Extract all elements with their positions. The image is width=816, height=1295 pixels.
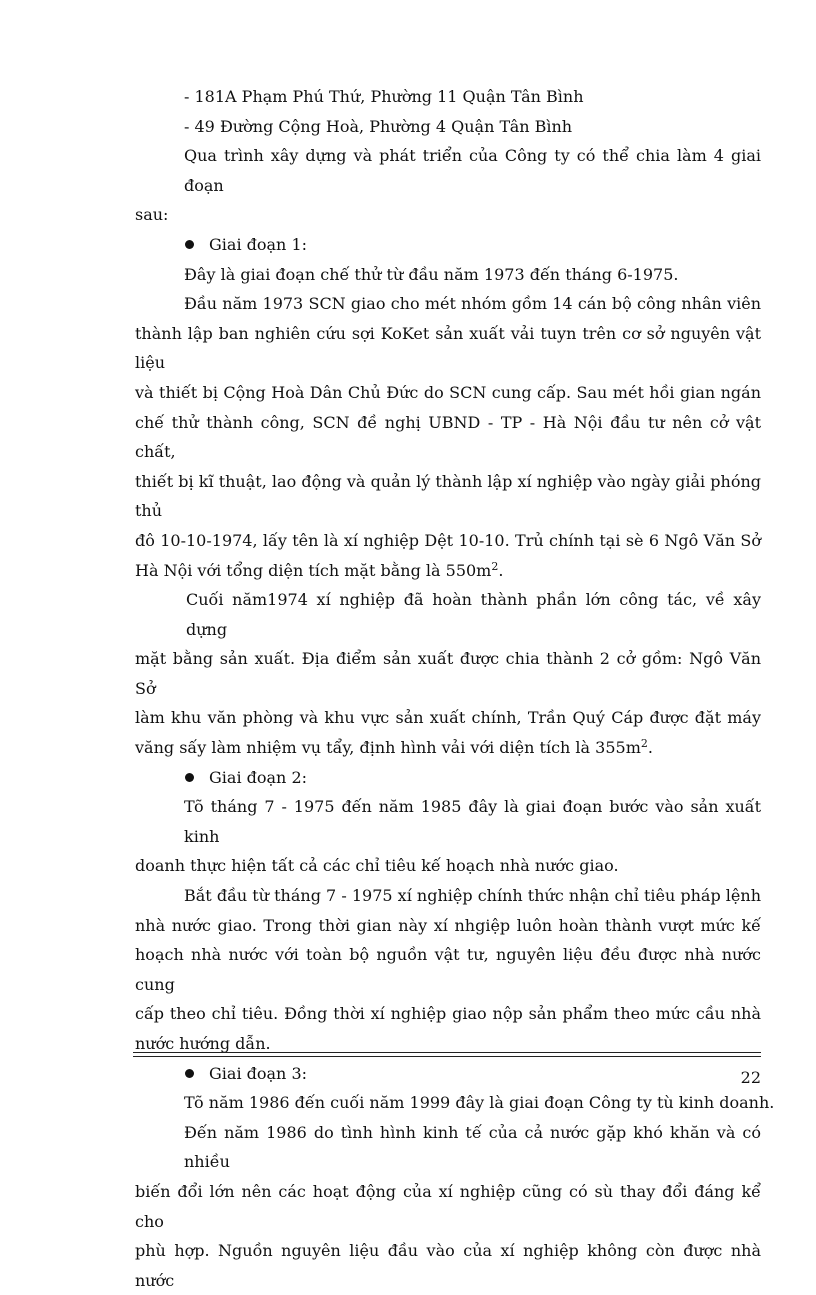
bullet-icon — [185, 773, 194, 782]
stage-2-heading-text: Giai đoạn 2: — [209, 767, 308, 787]
bullet-icon — [185, 240, 194, 249]
paragraph-end: . — [498, 560, 504, 580]
superscript: 2 — [491, 559, 499, 573]
paragraph-line: thành lập ban nghiên cứu sợi KoKet sản xuất vải tuyn trên cơ sở nguyên vật liệu — [135, 323, 761, 373]
bullet-icon — [185, 1069, 194, 1078]
paragraph-line: và thiết bị Cộng Hoà Dân Chủ Đức do SCN cung cấp. Sau mét hồi gian ngán — [135, 382, 761, 402]
stage-1-summary: Đây là giai đoạn chế thử từ đầu năm 1973 đến tháng 6-1975. — [184, 264, 679, 284]
paragraph-line: nhà nước giao. Trong thời gian này xí nhgiệp luôn hoàn thành vượt mức kế — [135, 915, 761, 935]
paragraph-line: Bắt đầu từ tháng 7 - 1975 xí nghiệp chính thức nhận chỉ tiêu pháp lệnh — [184, 886, 761, 906]
page-number: 22 — [740, 1068, 761, 1087]
paragraph-line: Cuối năm1974 xí nghiệp đã hoàn thành phần lớn công tác, về xây dựng — [186, 590, 761, 639]
paragraph-line: đô 10-10-1974, lấy tên là xí nghiệp Dệt 10-10. Trủ chính tại sè 6 Ngô Văn Sở — [135, 530, 761, 550]
document-body — [135, 82, 775, 1295]
paragraph-line: làm khu văn phòng và khu vực sản xuất chính, Trần Quý Cáp được đặt máy — [135, 708, 761, 728]
paragraph-line: mặt bằng sản xuất. Địa điểm sản xuất được chia thành 2 cở gồm: Ngô Văn Sở — [135, 649, 761, 698]
stage-2-summary-line: Tõ tháng 7 - 1975 đến năm 1985 đây là giai đoạn bước vào sản xuất kinh — [184, 797, 761, 846]
intro-line-2: sau: — [135, 205, 169, 225]
stage-1-heading-text: Giai đoạn 1: — [209, 234, 308, 254]
stage-3-summary: Tõ năm 1986 đến cuối năm 1999 đây là giai đoạn Công ty tù kinh doanh. — [184, 1093, 775, 1113]
address-line-1: - 181A Phạm Phú Thứ, Phường 11 Quận Tân Bình — [184, 87, 584, 106]
footer-rule — [133, 1052, 761, 1057]
paragraph-line — [135, 556, 761, 586]
paragraph-line: cấp theo chỉ tiêu. Đồng thời xí nghiệp giao nộp sản phẩm theo mức cầu nhà — [135, 1004, 761, 1024]
stage-2-summary-line: doanh thực hiện tất cả các chỉ tiêu kế hoạch nhà nước giao. — [135, 856, 619, 876]
paragraph-line: biến đổi lớn nên các hoạt động của xí nghiệp cũng có sù thay đổi đáng kể cho — [135, 1181, 761, 1231]
paragraph-line: nước hướng dẫn. — [135, 1034, 271, 1053]
intro-line-1: Qua trình xây dựng và phát triển của Công ty có thể chia làm 4 giai đoạn — [184, 146, 761, 195]
paragraph-line — [135, 733, 761, 763]
paragraph-line: phù hợp. Nguồn nguyên liệu đầu vào của xí nghiệp không còn được nhà nước — [135, 1241, 761, 1290]
paragraph-line-text: văng sấy làm nhiệm vụ tẩy, định hình vải với diện tích là 355m — [135, 738, 641, 758]
stage-2-heading — [135, 763, 761, 793]
stage-3-heading-text: Giai đoạn 3: — [209, 1063, 308, 1083]
paragraph-line: thiết bị kĩ thuật, lao động và quản lý thành lập xí nghiệp vào ngày giải phóng thủ — [135, 471, 761, 521]
paragraph-line: chế thử thành công, SCN đề nghị UBND - TP - Hà Nội đầu tư nên cở vật chất, — [135, 412, 761, 462]
superscript: 2 — [640, 737, 648, 751]
stage-3-heading — [135, 1059, 761, 1089]
address-line-2: - 49 Đường Cộng Hoà, Phường 4 Quận Tân Bình — [184, 116, 573, 136]
paragraph-end: . — [647, 738, 653, 758]
paragraph-line: Đến năm 1986 do tình hình kinh tế của cả nước gặp khó khăn và có nhiều — [184, 1122, 761, 1172]
paragraph-line-text: Hà Nội với tổng diện tích mặt bằng là 550m — [135, 560, 492, 580]
stage-1-heading — [135, 230, 761, 260]
paragraph-line: hoạch nhà nước với toàn bộ nguồn vật tư, nguyên liệu đều được nhà nước cung — [135, 945, 761, 994]
paragraph-line: Đầu năm 1973 SCN giao cho mét nhóm gồm 14 cán bộ công nhân viên — [184, 294, 761, 314]
